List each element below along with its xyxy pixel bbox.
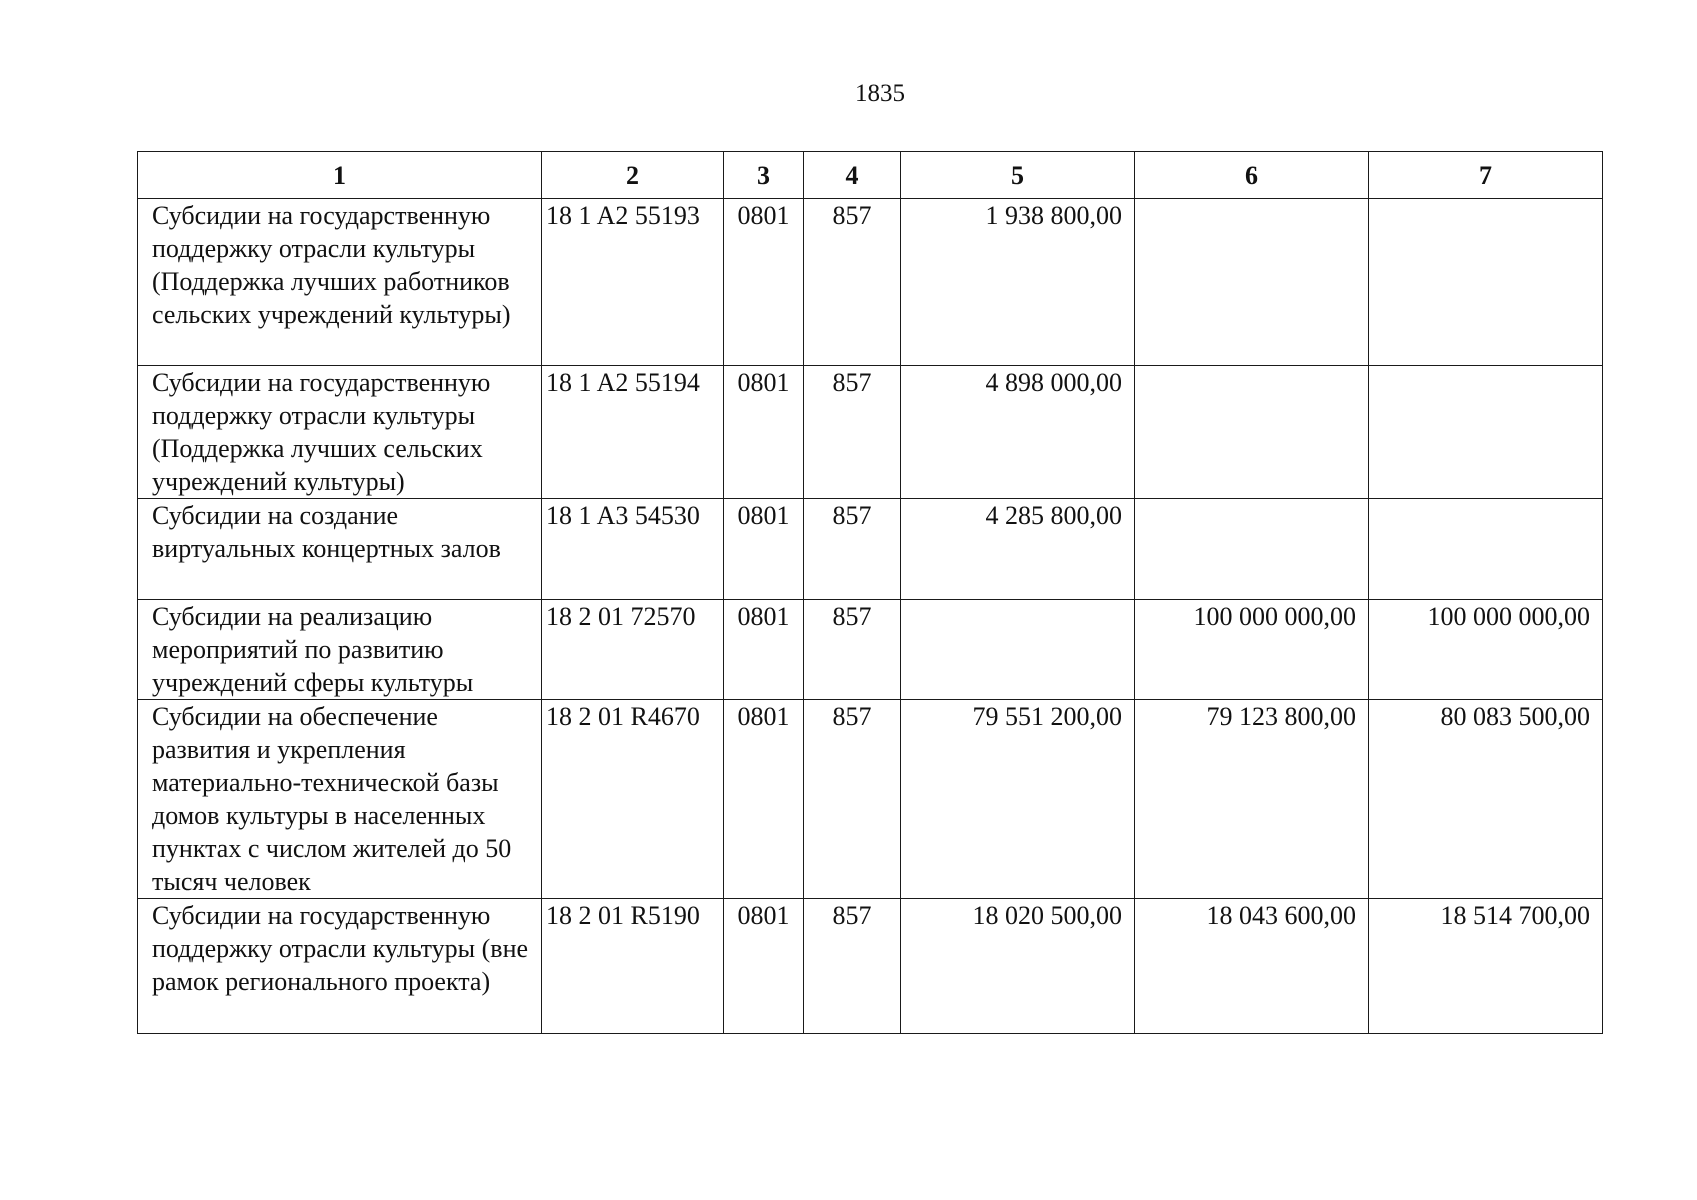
column-header: 6 [1135, 152, 1369, 199]
table-header-row [138, 152, 1603, 199]
subsidy-name: Субсидии на государственную поддержку отрасли культуры (Поддержка лучших сельских учреждений культуры) [138, 366, 542, 499]
subsidy-name: Субсидии на обеспечение развития и укрепления материально-технической базы домов культуры в населенных пунктах с числом жителей до 50 тысяч человек [138, 700, 542, 899]
section-code: 0801 [724, 700, 804, 899]
amount-col-6: 100 000 000,00 [1135, 600, 1369, 700]
amount-col-7: 100 000 000,00 [1369, 600, 1603, 700]
amount-col-6 [1135, 199, 1369, 366]
budget-table [137, 151, 1603, 1034]
expense-type-code: 857 [804, 600, 901, 700]
amount-col-5 [901, 600, 1135, 700]
subsidy-name: Субсидии на создание виртуальных концертных залов [138, 499, 542, 600]
amount-col-7: 80 083 500,00 [1369, 700, 1603, 899]
amount-col-5: 4 898 000,00 [901, 366, 1135, 499]
amount-col-7 [1369, 499, 1603, 600]
target-article-code: 18 1 A2 55194 [542, 366, 724, 499]
amount-col-5: 18 020 500,00 [901, 899, 1135, 1034]
amount-col-5: 1 938 800,00 [901, 199, 1135, 366]
column-header: 1 [138, 152, 542, 199]
expense-type-code: 857 [804, 499, 901, 600]
table-row [138, 499, 1603, 600]
column-header: 5 [901, 152, 1135, 199]
table-row [138, 199, 1603, 366]
subsidy-name: Субсидии на государственную поддержку отрасли культуры (Поддержка лучших работников сельских учреждений культуры) [138, 199, 542, 366]
amount-col-7 [1369, 199, 1603, 366]
table-row [138, 899, 1603, 1034]
expense-type-code: 857 [804, 366, 901, 499]
amount-col-5: 4 285 800,00 [901, 499, 1135, 600]
amount-col-6: 79 123 800,00 [1135, 700, 1369, 899]
column-header: 7 [1369, 152, 1603, 199]
section-code: 0801 [724, 600, 804, 700]
section-code: 0801 [724, 199, 804, 366]
target-article-code: 18 1 A2 55193 [542, 199, 724, 366]
amount-col-7: 18 514 700,00 [1369, 899, 1603, 1034]
table-row [138, 366, 1603, 499]
section-code: 0801 [724, 499, 804, 600]
subsidy-name: Субсидии на государственную поддержку отрасли культуры (вне рамок регионального проекта) [138, 899, 542, 1034]
expense-type-code: 857 [804, 199, 901, 366]
target-article-code: 18 2 01 72570 [542, 600, 724, 700]
expense-type-code: 857 [804, 700, 901, 899]
table-row [138, 700, 1603, 899]
column-header: 2 [542, 152, 724, 199]
target-article-code: 18 2 01 R4670 [542, 700, 724, 899]
subsidy-name: Субсидии на реализацию мероприятий по развитию учреждений сферы культуры [138, 600, 542, 700]
section-code: 0801 [724, 366, 804, 499]
expense-type-code: 857 [804, 899, 901, 1034]
amount-col-6: 18 043 600,00 [1135, 899, 1369, 1034]
amount-col-7 [1369, 366, 1603, 499]
section-code: 0801 [724, 899, 804, 1034]
amount-col-5: 79 551 200,00 [901, 700, 1135, 899]
target-article-code: 18 1 A3 54530 [542, 499, 724, 600]
target-article-code: 18 2 01 R5190 [542, 899, 724, 1034]
column-header: 4 [804, 152, 901, 199]
amount-col-6 [1135, 499, 1369, 600]
amount-col-6 [1135, 366, 1369, 499]
table-row [138, 600, 1603, 700]
page-number: 1835 [855, 80, 905, 107]
column-header: 3 [724, 152, 804, 199]
